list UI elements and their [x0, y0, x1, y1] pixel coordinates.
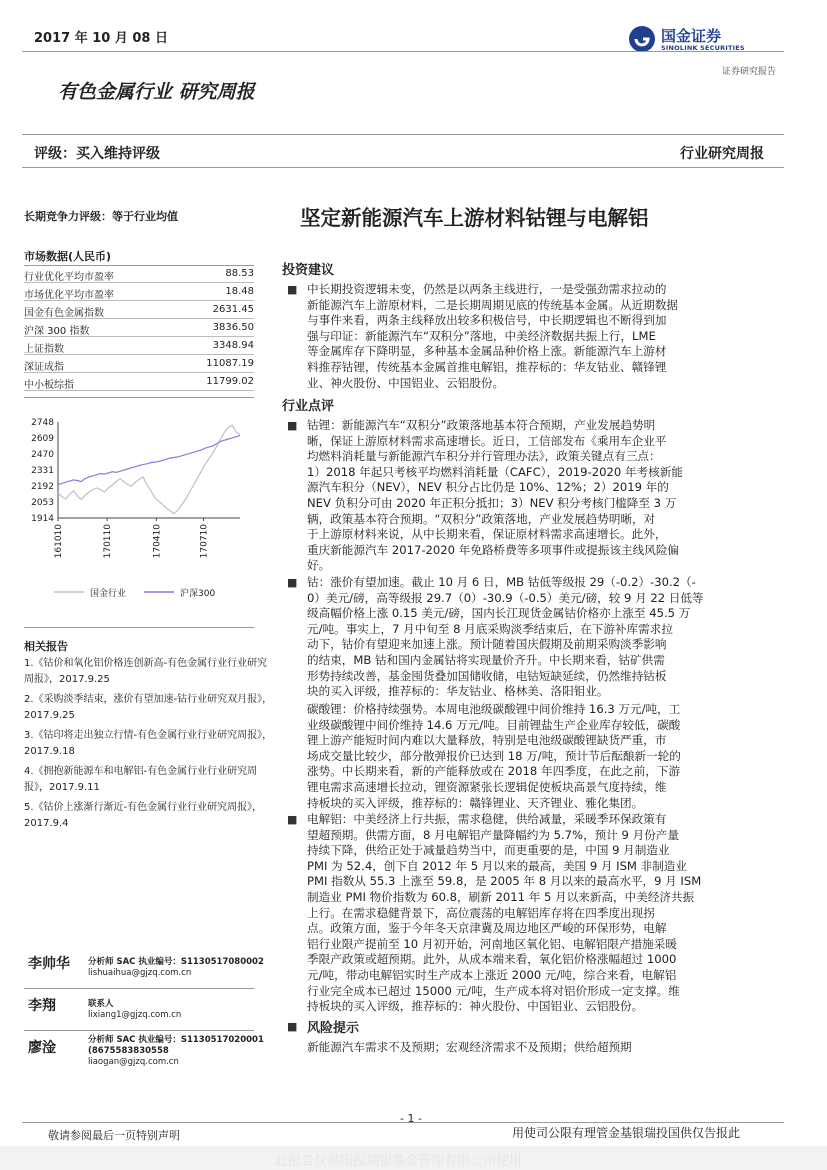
text-line: PMI 为 52.4，创下自 2012 年 5 月以来的最高，美国 9 月 ISM 非制造业 [307, 858, 687, 873]
bullet-icon: ■ [287, 576, 298, 589]
text-line: 锂上游产能短时间内难以大量释放，特别是电池级碳酸锂缺货严重，市 [307, 733, 667, 748]
related-report-item[interactable]: 1.《钴价和氧化铝价格连创新高-有色金属行业行业研究周报》，2017.9.25 [24, 658, 268, 685]
bullet-icon: ■ [287, 1020, 298, 1033]
text-line: 元/吨，带动电解铝实时生产成本上涨近 2000 元/吨，综合来看，电解铝 [307, 967, 677, 982]
chart-y-tick-label: 1914 [31, 514, 54, 524]
text-line: 持续下降，供给正处于减量趋势当中，而更重要的是，中国 9 月制造业 [307, 843, 670, 858]
text-line: 钴锂：新能源汽车“双积分”政策落地基本符合预期，产业发展趋势明 [307, 418, 656, 432]
chart-legend-label: 沪深300 [180, 589, 216, 599]
report-type-small: 证券研究报告 [722, 67, 777, 77]
text-line: 持板块的买入评级，推荐标的：赣锋锂业、天齐锂业、雅化集团。 [307, 795, 644, 810]
section-heading: 行业点评 [282, 399, 335, 414]
related-report-item[interactable]: 5.《钴价上涨渐行渐近-有色金属行业行业研究周报》，2017.9.4 [24, 802, 263, 829]
chart-x-tick-label: 161010 [54, 524, 64, 559]
chart-series-line [58, 425, 240, 514]
related-report-item[interactable]: 4.《拥抱新能源车和电解铝-有色金属行业行业研究周报》，2017.9.11 [24, 766, 258, 793]
market-row: 深证成指 11087.19 [24, 358, 254, 373]
chart-x-tick-label: 170410 [152, 524, 163, 559]
index-chart [22, 410, 257, 610]
analyst-title: 分析师 SAC 执业编号：S1130517080002 [88, 957, 264, 967]
text-line: 中长期投资逻辑未变，仍然是以两条主线进行，一是受强劲需求拉动的 [307, 282, 667, 296]
text-line: 晰，保证上游原材料需求高速增长。近日，工信部发布《乘用车企业平 [307, 433, 667, 448]
market-row: 沪深 300 指数 3836.50 [24, 322, 254, 337]
text-line: 钴：涨价有望加速。截止 10 月 6 日，MB 钴低等级报 29（-0.2）-30.2（- [307, 575, 696, 589]
text-line: 铝行业限产提前至 10 月初开始，河南地区氧化铝、电解铝限产措施采暖 [307, 936, 677, 951]
text-line: PMI 指数从 55.3 上涨至 59.8，是 2005 年 8 月以来的最高水平，9 月 ISM [307, 874, 702, 889]
text-line: 料推荐钴锂，传统基本金属首推电解铝，推荐标的：华友钴业、赣锋锂 [307, 359, 667, 374]
bullet-icon: ■ [287, 283, 298, 296]
bullet-icon: ■ [287, 813, 298, 826]
text-line: 与事件来看，两条主线释放出较多积极信号，中长期逻辑也不断得到加 [307, 313, 667, 328]
text-line: 业级碳酸锂中间价维持 14.6 万元/吨。目前锂盐生产企业库存较低，碳酸 [307, 717, 681, 732]
watermark-text: 此报告仅供国投瑞银基金管理有限公司使用 [275, 1154, 523, 1169]
text-line: 动下，钴价有望迎来加速上涨。预计随着国庆假期及前期采购淡季影响 [307, 637, 667, 652]
cobalt-paragraph [307, 575, 769, 700]
text-line: 的结束，MB 钴和国内金属钴将实现量价齐升。中长期来看，钴矿供需 [307, 652, 665, 667]
text-line: 1）2018 年起只考核平均燃料消耗量（CAFC），2019-2020 年考核新能 [307, 464, 683, 479]
analyst-name: 李翔 [28, 998, 56, 1014]
analyst-email[interactable]: lixiang1@gjzq.com.cn [88, 1010, 182, 1020]
chart-y-tick-label: 2748 [31, 418, 54, 428]
market-row: 中小板综指 11799.02 [24, 376, 254, 391]
page-number: - 1 - [400, 1112, 422, 1125]
text-line: 季限产政策或超预期。此外，从成本端来看，氧化铝价格涨幅超过 1000 [307, 952, 677, 967]
analyst-name: 李帅华 [28, 956, 70, 972]
chart-y-tick-label: 2192 [31, 482, 54, 492]
analyst-phone: (8675583830558 [88, 1046, 169, 1056]
market-row: 国金有色金属指数 2631.45 [24, 304, 254, 319]
chart-series-line [58, 436, 240, 485]
chart-y-tick-label: 2331 [31, 466, 54, 476]
analyst-title: 联系人 [88, 999, 114, 1009]
market-row: 行业优化平均市盈率 88.53 [24, 268, 254, 283]
text-line: 制造业 PMI 物价指数为 60.8，刷新 2011 年 5 月以来新高，中美经济共振 [307, 889, 695, 904]
related-reports-title: 相关报告 [24, 640, 68, 653]
report-date: 2017 年 10 月 08 日 [34, 31, 168, 46]
text-line: 业、神火股份、中国铝业、云铝股份。 [307, 375, 505, 390]
market-data-title: 市场数据(人民币) [24, 248, 254, 266]
text-line: 辆，政策基本符合预期。“双积分”政策落地，产业发展趋势明晰，对 [307, 511, 656, 526]
text-line: 涨势。中长期来看，新的产能释放或在 2018 年四季度，在此之前，下游 [307, 764, 681, 779]
market-row: 上证指数 3348.94 [24, 340, 254, 355]
text-line: 级高幅价格上涨 0.15 美元/磅，国内长江现货金属钴价格亦上涨至 45.5 万 [307, 606, 691, 621]
text-line: 源汽车积分（NEV），NEV 积分占比仍是 10%、12%；2）2019 年的 [307, 480, 669, 495]
related-report-item[interactable]: 2.《采购淡季结束，涨价有望加速-钴行业研究双月报》，2017.9.25 [24, 694, 273, 721]
carbonate-paragraph [307, 702, 769, 811]
text-line: 望超预期。供需方面，8 月电解铝产量降幅约为 5.7%，预计 9 月份产量 [307, 827, 679, 842]
chart-x-tick-label: 170710 [199, 524, 210, 559]
industry-title: 有色金属行业 研究周报 [58, 81, 255, 103]
invest-paragraph [307, 282, 769, 391]
text-line: 场成交量比较少，部分散弹报价已达到 18 万/吨，预计节后酝酿新一轮的 [307, 748, 681, 763]
analyst-name: 廖淦 [28, 1040, 56, 1056]
rating: 评级：买入维持评级 [34, 146, 160, 162]
text-line: 等金属库存下降明显，多种基本金属品种价格上涨。新能源汽车上游材 [307, 344, 667, 359]
footer-right-text: 用使司公限有理管金基银瑞投国供仅告报此 [512, 1126, 741, 1140]
chart-y-tick-label: 2053 [31, 498, 54, 508]
footer-disclaimer: 敬请参阅最后一页特别声明 [48, 1129, 180, 1142]
text-line: 电解铝：中美经济上行共振，需求稳健，供给减量，采暖季环保政策有 [307, 812, 667, 826]
chart-y-tick-label: 2609 [31, 434, 54, 444]
aluminum-paragraph [307, 812, 769, 1015]
analyst-title: 分析师 SAC 执业编号：S1130517020001 [88, 1035, 264, 1045]
section-heading: 投资建议 [282, 263, 335, 278]
text-line: 上行。在需求稳健背景下，高位震荡的电解铝库存将在四季度出现拐 [307, 905, 655, 920]
report-title: 坚定新能源汽车上游材料钴锂与电解铝 [300, 206, 649, 230]
chart-legend-label: 国金行业 [90, 589, 127, 599]
long-term-rating: 长期竞争力评级：等于行业均值 [24, 210, 178, 223]
bullet-icon: ■ [287, 419, 298, 432]
text-line: 好。 [307, 558, 331, 573]
logo-en: SINOLINK SECURITIES [661, 44, 745, 52]
sinolink-logo-icon [627, 24, 657, 54]
text-line: 点。政策方面，鉴于今年冬天京津冀及周边地区严峻的环保形势，电解 [307, 921, 667, 936]
text-line: 于上游原材料来说，从中长期来看，保证原材料需求高速增长。此外， [307, 527, 667, 542]
text-line: 重庆新能源汽车 2017-2020 年免路桥费等多项事件或提振该主线风险偏 [307, 542, 680, 557]
risk-text: 新能源汽车需求不及预期；宏观经济需求不及预期；供给超预期 [307, 1040, 632, 1054]
report-type: 行业研究周报 [680, 146, 764, 162]
text-line: 形势持续改善，基金囤货叠加国储收储，电钴短缺延续，仍然维持钴板 [307, 668, 667, 683]
section-heading: 风险提示 [307, 1021, 360, 1036]
text-line: 锂电需求高速增长拉动，锂资源紧张长逻辑促使板块高景气度持续，维 [307, 779, 667, 794]
text-line: 均燃料消耗量与新能源汽车积分并行管理办法》，政策关键点有三点： [307, 449, 661, 464]
market-row: 市场优化平均市盈率 18.48 [24, 286, 254, 301]
text-line: 持板块的买入评级，推荐标的：神火股份、中国铝业、云铝股份。 [307, 999, 644, 1014]
text-line: 元/吨。事实上，7 月中旬至 8 月底采购淡季结束后，在下游补库需求拉 [307, 621, 673, 636]
analyst-email[interactable]: liaogan@gjzq.com.cn [88, 1057, 179, 1067]
related-report-item[interactable]: 3.《钴印将走出独立行情-有色金属行业行业研究周报》，2017.9.18 [24, 730, 273, 757]
text-line: 行业完全成本已超过 15000 元/吨，生产成本将对铝价形成一定支撑。维 [307, 983, 680, 998]
text-line: 强与印证：新能源汽车“双积分”落地，中美经济数据共振上行，LME [307, 328, 656, 343]
text-line: 新能源汽车上游原材料，二是长期周期见底的传统基本金属。从近期数据 [307, 297, 679, 312]
text-line: 块的买入评级，推荐标的：华友钴业、格林美、洛阳钼业。 [307, 684, 609, 699]
text-line: 0）美元/磅，高等级报 29.7（0）-30.9（-0.5）美元/磅，较 9 月 22 日低等 [307, 590, 704, 605]
lithium-paragraph [307, 418, 769, 574]
analyst-email[interactable]: lishuaihua@gjzq.com.cn [88, 968, 192, 978]
chart-x-tick-label: 170110 [103, 524, 114, 559]
chart-y-tick-label: 2470 [31, 450, 54, 460]
logo-name: 国金证券 [661, 27, 722, 45]
text-line: 碳酸锂：价格持续强势。本周电池级碳酸锂中间价维持 16.3 万元/吨，工 [307, 702, 681, 716]
text-line: NEV 负积分可由 2020 年正积分抵扣；3）NEV 积分考核门槛降至 3 万 [307, 495, 677, 510]
